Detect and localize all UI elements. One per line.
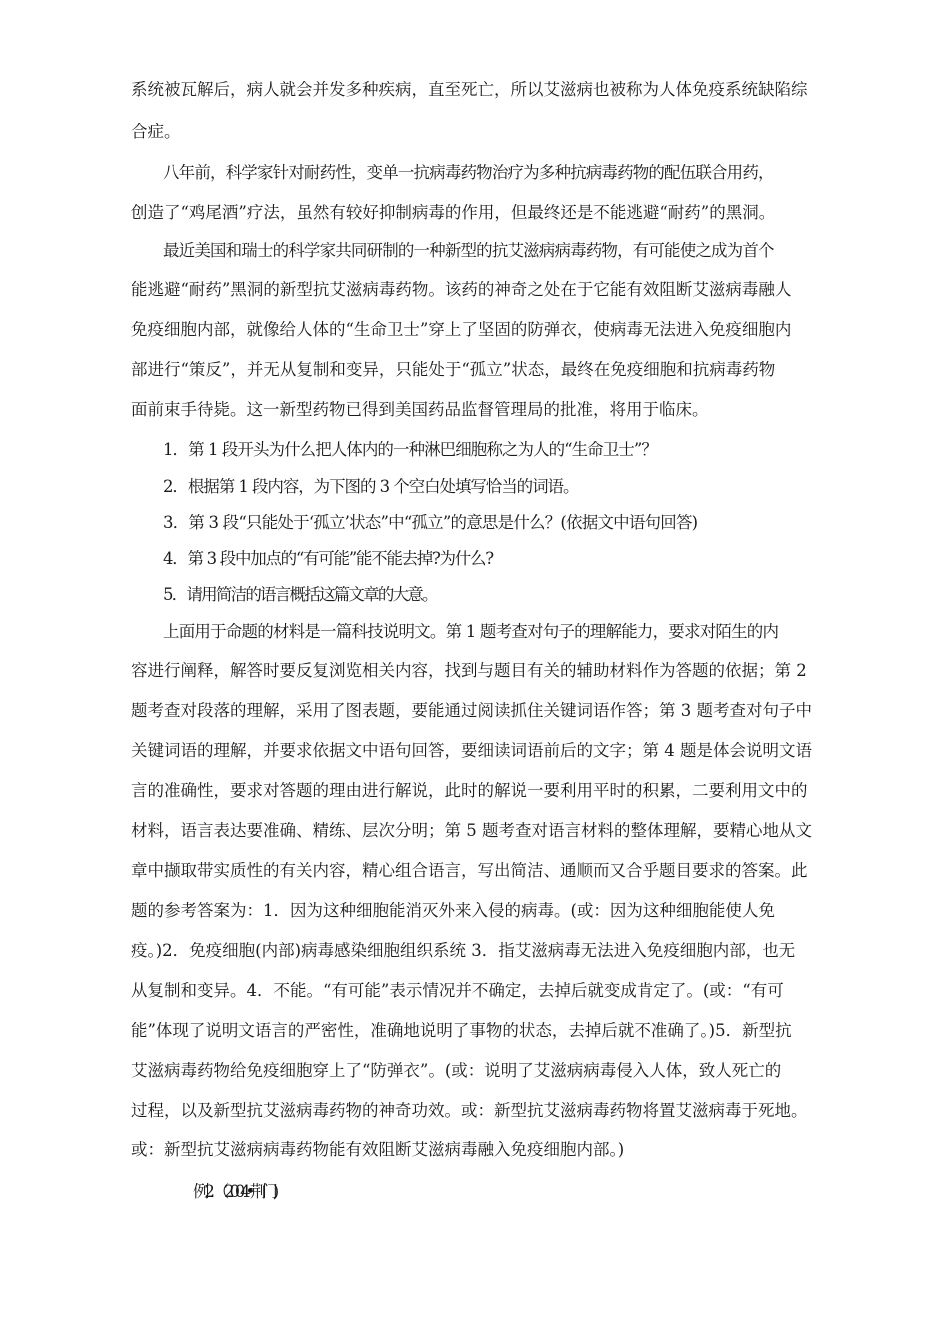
text-line: 艾滋病毒药物给免疫细胞穿上了“防弹衣”。(或：说明了艾滋病病毒侵入人体，致人死亡的: [131, 1061, 782, 1080]
text-line: 系统被瓦解后，病人就会并发多种疾病，直至死亡，所以艾滋病也被称为人体免疫系统缺陷综: [131, 80, 808, 99]
text-line: 从复制和变异。4．不能。“有可能”表示情况并不确定，去掉后就变成肯定了。(或：“有可: [131, 981, 784, 1000]
question-3: 3．第 3 段“只能处于‘孤立’状态”中“孤立”的意思是什么？(依据文中语句回答): [163, 513, 698, 532]
text-line: 或：新型抗艾滋病病毒药物能有效阻断艾滋病毒融入免疫细胞内部。): [131, 1140, 625, 1159]
text-line: 免疫细胞内部，就像给人体的“生命卫士”穿上了坚固的防弹衣，使病毒无法进入免疫细胞内: [131, 320, 792, 339]
example-heading: 例 2．（2004•荆门): [193, 1182, 274, 1201]
text-line: 面前束手待毙。这一新型药物已得到美国药品监督管理局的批准，将用于临床。: [131, 400, 709, 419]
text-line: 材料，语言表达要准确、精练、层次分明；第 5 题考查对语言材料的整体理解，要精心地从文: [131, 821, 812, 840]
question-2: 2．根据第 1 段内容，为下图的 3 个空白处填写恰当的词语。: [163, 477, 579, 496]
text-line: 过程，以及新型抗艾滋病毒药物的神奇功效。或：新型抗艾滋病毒药物将置艾滋病毒于死地。: [131, 1101, 808, 1120]
text-line: 最近美国和瑞士的科学家共同研制的一种新型的抗艾滋病病毒药物，有可能使之成为首个: [163, 241, 774, 260]
text-line: 题考查对段落的理解，采用了图表题，要能通过阅读抓住关键词语作答；第 3 题考查对句子中: [131, 701, 812, 720]
text-line: 章中撷取带实质性的有关内容，精心组合语言，写出简洁、通顺而又合乎题目要求的答案。此: [131, 861, 808, 880]
text-line: 能逃避“耐药”黑洞的新型抗艾滋病毒药物。该药的神奇之处在于它能有效阻断艾滋病毒融人: [131, 280, 792, 299]
text-line: 题的参考答案为：1．因为这种细胞能消灭外来入侵的病毒。(或：因为这种细胞能使人免: [131, 901, 775, 920]
text-line: 关键词语的理解，并要求依据文中语句回答，要细读词语前后的文字；第 4 题是体会说明文语: [131, 741, 812, 760]
text-line: 疫。)2．免疫细胞(内部)病毒感染细胞组织系统 3．指艾滋病毒无法进入免疫细胞内部，也无: [131, 941, 796, 960]
text-line: 部进行“策反”，并无从复制和变异，只能处于“孤立”状态，最终在免疫细胞和抗病毒药物: [131, 360, 776, 379]
question-4: 4．第 3 段中加点的“有可能”能不能去掉?为什么?: [163, 549, 493, 568]
text-line: 能”体现了说明文语言的严密性，准确地说明了事物的状态，去掉后就不准确了。)5．新型抗: [131, 1021, 792, 1040]
question-5: 5．请用简洁的语言概括这篇文章的大意。: [163, 585, 437, 604]
text-line: 言的准确性，要求对答题的理由进行解说，此时的解说一要利用平时的积累，二要利用文中的: [131, 781, 808, 800]
text-line: 上面用于命题的材料是一篇科技说明文。第 1 题考查对句子的理解能力，要求对陌生的内: [163, 622, 779, 641]
question-1: 1．第 1 段开头为什么把人体内的一种淋巴细胞称之为人的“生命卫士”？: [163, 440, 657, 459]
text-line: 创造了“鸡尾酒”疗法，虽然有较好抑制病毒的作用，但最终还是不能逃避“耐药”的黑洞。: [131, 203, 776, 222]
text-line: 合症。: [131, 122, 181, 141]
text-line: 八年前，科学家针对耐药性，变单一抗病毒药物治疗为多种抗病毒药物的配伍联合用药，: [163, 163, 774, 182]
text-line: 容进行阐释，解答时要反复浏览相关内容，找到与题目有关的辅助材料作为答题的依据；第 2: [131, 661, 807, 680]
